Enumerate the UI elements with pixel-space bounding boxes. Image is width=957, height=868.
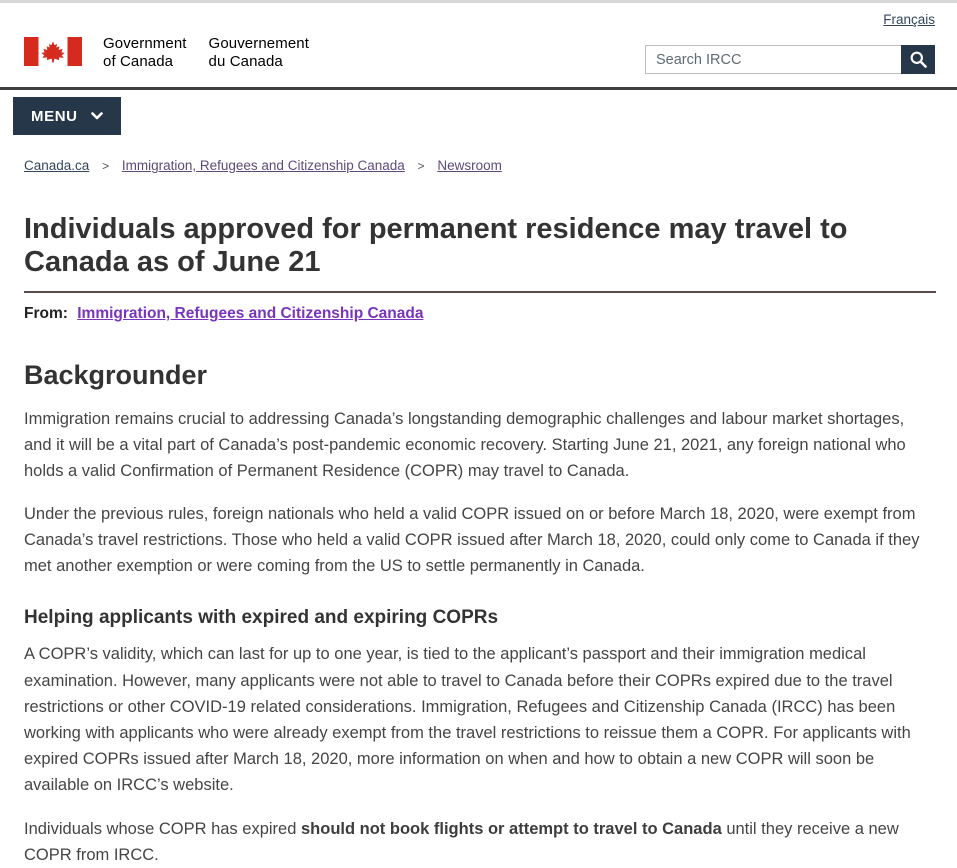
logo-french	[209, 35, 309, 71]
from-line	[24, 305, 936, 323]
from-institution-link[interactable]: Immigration, Refugees and Citizenship Canada	[77, 305, 424, 323]
logo-french-line1: Gouvernement	[208, 35, 309, 52]
logo-english-line2: of Canada	[103, 53, 174, 70]
paragraph-immigration-crucial: Immigration remains crucial to addressing Canada’s longstanding demographic challenges and labour market shortages, and it will be a vital part of Canada’s post-pandemic economic recovery. Starting June 21, 2021, any foreign national who holds a valid Confirmation of Permanent Residence (COPR) may travel to Canada.	[24, 410, 906, 481]
search-icon	[909, 50, 928, 69]
header-divider	[0, 87, 957, 90]
breadcrumb-separator: >	[102, 159, 110, 173]
maple-leaf-icon	[41, 41, 64, 62]
article-content	[0, 213, 957, 868]
logo-french-line2: du Canada	[208, 53, 283, 70]
page-title: Individuals approved for permanent residence may travel to Canada as of June 21	[24, 213, 936, 293]
government-of-canada-logo	[24, 35, 309, 71]
chevron-down-icon	[91, 112, 103, 120]
copr-subheading: Helping applicants with expired and expiring COPRs	[24, 607, 499, 629]
site-header	[0, 3, 957, 135]
breadcrumb-item-ircc[interactable]: Immigration, Refugees and Citizenship Canada	[121, 158, 405, 173]
brand-row	[0, 29, 957, 74]
from-label: From:	[24, 305, 68, 323]
search-input[interactable]	[645, 45, 901, 74]
breadcrumb	[24, 158, 933, 173]
breadcrumb-separator: >	[417, 159, 425, 173]
logo-english	[103, 35, 187, 71]
menu-button-label: MENU	[31, 107, 78, 125]
menu-button[interactable]	[13, 97, 121, 135]
language-toggle-row	[0, 3, 957, 29]
paragraph-do-not-book-bold: should not book flights or attempt to travel to Canada	[300, 819, 722, 838]
breadcrumb-item-canada-ca[interactable]: Canada.ca	[24, 158, 90, 173]
canada-flag-icon	[24, 37, 82, 66]
breadcrumb-item-newsroom[interactable]: Newsroom	[437, 158, 502, 173]
logo-wordmark	[103, 35, 309, 71]
paragraph-do-not-book-pre: Individuals whose COPR has expired	[24, 819, 301, 838]
site-search	[645, 45, 935, 74]
paragraph-previous-rules: Under the previous rules, foreign nationals who held a valid COPR issued on or before March 18, 2020, were exempt from Canada’s travel restrictions. Those who held a valid COPR issued after March 18, 2020, could only come to Canada if they met another exemption or were coming from the US to settle permanently in Canada.	[24, 505, 920, 576]
paragraph-copr-validity: A COPR’s validity, which can last for up to one year, is tied to the applicant’s passport and their immigration medical examination. However, many applicants were not able to travel to Canada before their COPRs expired due to the travel restrictions or other COVID-19 related considerations. Immigration, Refugees and Citizenship Canada (IRCC) has been working with applicants who were already exempt from the travel restrictions to reissue them a COPR. For applicants with expired COPRs issued after March 18, 2020, more information on when and how to obtain a new COPR will soon be available on IRCC’s website.	[24, 645, 911, 794]
paragraph-do-not-book-post: until they receive a new COPR from IRCC.	[24, 819, 899, 864]
language-toggle-link[interactable]: Français	[883, 12, 935, 27]
search-button[interactable]	[901, 45, 935, 74]
logo-english-line1: Government	[103, 35, 187, 52]
paragraph-do-not-book	[24, 816, 936, 868]
backgrounder-heading: Backgrounder	[24, 360, 208, 391]
